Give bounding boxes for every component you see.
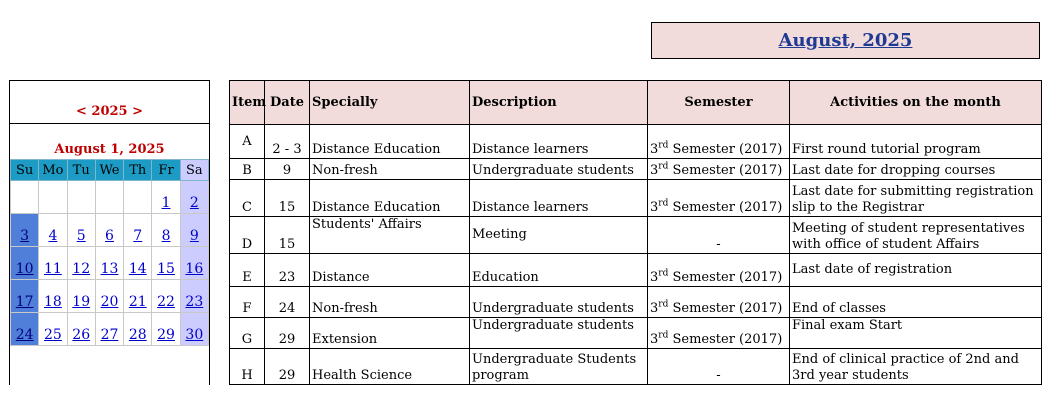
cell-description: Education [470,254,648,287]
calendar-day-empty [67,181,95,214]
calendar-day [11,280,39,313]
cell-date: 23 [265,254,310,287]
semester-text: Semester (2017) [668,200,783,215]
semester-suffix: rd [658,299,669,310]
calendar-day [124,247,152,280]
cell-item: A [230,125,265,159]
calendar-week [11,214,209,247]
semester-text: - [716,368,721,383]
calendar-day [152,280,180,313]
table-header-row [230,81,1042,125]
calendar-day-link[interactable]: 10 [15,261,34,277]
cell-description: Undergraduate students [470,159,648,180]
cell-item: E [230,254,265,287]
calendar-day-link[interactable]: 1 [161,195,171,211]
weekday-label: Mo [39,160,67,181]
column-header-description: Description [470,81,648,125]
calendar-day [124,280,152,313]
calendar-day [180,280,208,313]
calendar-day [39,313,67,346]
calendar-day [11,214,39,247]
cell-semester [648,318,790,349]
cell-semester [648,287,790,318]
calendar-day [152,181,180,214]
calendar-day-link[interactable]: 9 [189,228,199,244]
cell-specially: Extension [310,318,470,349]
calendar-week [11,280,209,313]
calendar-day-link[interactable]: 26 [72,327,91,343]
calendar-day-link[interactable]: 6 [105,228,114,244]
calendar-day-link[interactable]: 5 [76,228,86,244]
semester-text: Semester (2017) [668,270,783,285]
calendar-day-link[interactable]: 3 [20,228,30,244]
table-row [230,349,1042,385]
cell-specially: Non-fresh [310,159,470,180]
semester-number: 3 [650,270,659,285]
cell-description: Distance learners [470,125,648,159]
cell-semester [648,217,790,254]
cell-item: D [230,217,265,254]
cell-semester [648,159,790,180]
calendar-day [67,214,95,247]
cell-specially: Health Science [310,349,470,385]
weekday-header-row [11,160,209,181]
column-header-date: Date [265,81,310,125]
calendar-day [152,313,180,346]
calendar-day [11,313,39,346]
calendar-day [67,313,95,346]
calendar-day-link[interactable]: 18 [44,294,62,310]
weekday-label: Su [11,160,39,181]
table-row [230,287,1042,318]
calendar-day [152,247,180,280]
cell-activity: Meeting of student representatives with office of student Affairs [790,217,1042,254]
calendar-day [39,214,67,247]
calendar-day-link[interactable]: 2 [189,195,199,211]
cell-activity: First round tutorial program [790,125,1042,159]
column-header-item: Item [230,81,265,125]
semester-number: 3 [650,301,659,316]
calendar-day-link[interactable]: 12 [72,261,91,277]
semester-number: 3 [650,332,659,347]
semester-number: 3 [650,163,659,178]
calendar-day-link[interactable]: 14 [128,261,147,277]
column-header-activities: Activities on the month [790,81,1042,125]
cell-date: 9 [265,159,310,180]
cell-specially: Distance Education [310,180,470,217]
calendar-day [67,280,95,313]
semester-text: Semester (2017) [668,301,783,316]
cell-date: 29 [265,318,310,349]
calendar-week [11,181,209,214]
cell-activity: End of classes [790,287,1042,318]
calendar-day [180,247,208,280]
weekday-label: Sa [180,160,208,181]
cell-specially: Non-fresh [310,287,470,318]
calendar-day-link[interactable]: 23 [185,294,204,310]
semester-number: 3 [650,200,659,215]
semester-suffix: rd [658,330,669,341]
cell-item: G [230,318,265,349]
calendar-day-link[interactable]: 24 [15,327,34,343]
calendar-day [95,247,123,280]
cell-item: H [230,349,265,385]
calendar-day-link[interactable]: 4 [48,228,58,244]
year-nav-link[interactable]: < 2025 > [75,104,144,119]
cell-date: 2 - 3 [265,125,310,159]
cell-date: 15 [265,180,310,217]
calendar-day-empty [39,181,67,214]
activities-table [229,80,1042,385]
table-row [230,159,1042,180]
cell-item: B [230,159,265,180]
calendar-day [180,181,208,214]
calendar-day [180,313,208,346]
calendar-day [180,214,208,247]
cell-semester [648,180,790,217]
cell-specially: Distance Education [310,125,470,159]
calendar-day-link[interactable]: 16 [185,261,204,277]
cell-activity: End of clinical practice of 2nd and 3rd year students [790,349,1042,385]
cell-activity: Last date of registration [790,254,1042,287]
cell-item: F [230,287,265,318]
semester-text: Semester (2017) [668,163,783,178]
calendar-day-link[interactable]: 30 [185,327,204,343]
cell-date: 24 [265,287,310,318]
calendar-week [11,313,209,346]
cell-description: Meeting [470,217,648,254]
cell-description: Undergraduate students [470,318,648,349]
calendar-day-link[interactable]: 29 [157,327,175,343]
semester-suffix: rd [658,268,669,279]
calendar-week [11,247,209,280]
cell-specially: Students' Affairs [310,217,470,254]
calendar-day [39,280,67,313]
table-row [230,254,1042,287]
calendar-day [95,313,123,346]
cell-activity: Last date for dropping courses [790,159,1042,180]
cell-activity: Final exam Start [790,318,1042,349]
calendar-day-empty [95,181,123,214]
cell-item: C [230,180,265,217]
calendar-day-link[interactable]: 17 [15,294,34,310]
calendar-day [11,247,39,280]
calendar-grid [10,159,209,346]
calendar-day [39,247,67,280]
semester-suffix: rd [658,140,669,151]
calendar-day-link[interactable]: 25 [44,327,62,343]
calendar-day-link[interactable]: 15 [157,261,175,277]
cell-semester [648,254,790,287]
calendar-day-link[interactable]: 22 [157,294,175,310]
calendar-day-link[interactable]: 21 [128,294,147,310]
calendar-day-link[interactable]: 27 [100,327,119,343]
cell-date: 29 [265,349,310,385]
weekday-label: Th [124,160,152,181]
semester-text: Semester (2017) [668,142,783,157]
calendar-day [95,280,123,313]
calendar-day-link[interactable]: 20 [100,294,119,310]
calendar-day [95,214,123,247]
cell-semester [648,349,790,385]
table-row [230,125,1042,159]
cell-semester [648,125,790,159]
calendar-day [124,214,152,247]
column-header-semester: Semester [648,81,790,125]
table-row [230,217,1042,254]
month-title: August, 2025 [778,30,913,51]
calendar [9,80,210,385]
column-header-specially: Specially [310,81,470,125]
weekday-label: Fr [152,160,180,181]
calendar-day [67,247,95,280]
semester-suffix: rd [658,161,669,172]
calendar-day-link[interactable]: 28 [128,327,147,343]
calendar-day-empty [11,181,39,214]
calendar-day-empty [124,181,152,214]
calendar-day [124,313,152,346]
semester-number: 3 [650,142,659,157]
table-row [230,318,1042,349]
calendar-day-link[interactable]: 8 [161,228,171,244]
table-row [230,180,1042,217]
cell-specially: Distance [310,254,470,287]
calendar-current-date: August 1, 2025 [54,141,165,157]
cell-description: Distance learners [470,180,648,217]
cell-activity: Last date for submitting registration slip to the Registrar [790,180,1042,217]
calendar-day-link[interactable]: 19 [72,294,91,310]
semester-text: Semester (2017) [668,332,783,347]
semester-suffix: rd [658,198,669,209]
cell-date: 15 [265,217,310,254]
cell-description: Undergraduate Students program [470,349,648,385]
calendar-day-link[interactable]: 11 [44,261,62,277]
calendar-day-link[interactable]: 13 [100,261,119,277]
calendar-day [152,214,180,247]
calendar-day-link[interactable]: 7 [133,228,143,244]
weekday-label: We [95,160,123,181]
calendar-year-nav[interactable] [10,81,209,124]
semester-text: - [716,237,721,252]
cell-description: Undergraduate students [470,287,648,318]
month-title-box [651,22,1040,59]
weekday-label: Tu [67,160,95,181]
